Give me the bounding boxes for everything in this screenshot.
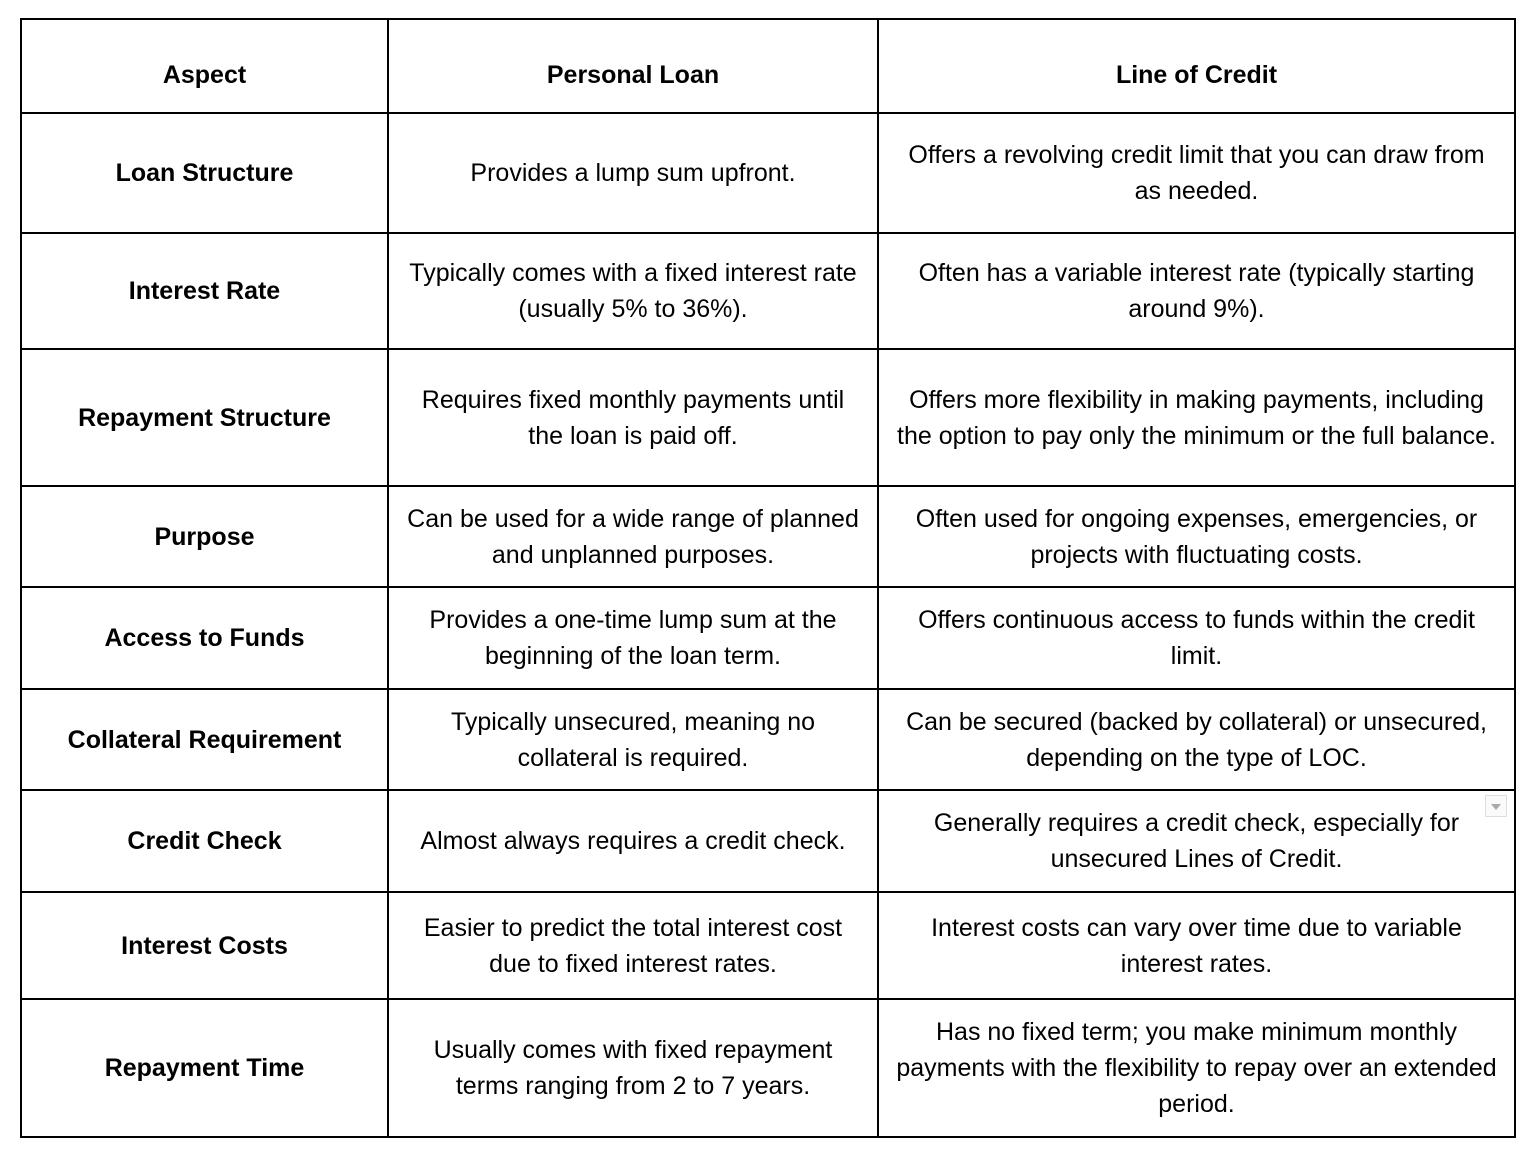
aspect-cell: Access to Funds [21, 587, 388, 689]
header-aspect: Aspect [21, 19, 388, 113]
header-line-of-credit: Line of Credit [878, 19, 1515, 113]
line-of-credit-cell: Offers a revolving credit limit that you can draw from as needed. [878, 113, 1515, 233]
line-of-credit-cell: Often used for ongoing expenses, emergencies, or projects with fluctuating costs. [878, 486, 1515, 587]
table-row [21, 233, 1515, 349]
personal-loan-cell: Provides a lump sum upfront. [388, 113, 878, 233]
line-of-credit-cell: Has no fixed term; you make minimum monthly payments with the flexibility to repay over an extended period. [878, 999, 1515, 1137]
aspect-cell: Loan Structure [21, 113, 388, 233]
table-row [21, 349, 1515, 486]
comparison-table [20, 18, 1516, 1138]
aspect-cell: Purpose [21, 486, 388, 587]
table-row [21, 113, 1515, 233]
personal-loan-cell: Almost always requires a credit check. [388, 790, 878, 892]
table-row [21, 790, 1515, 892]
personal-loan-cell: Can be used for a wide range of planned and unplanned purposes. [388, 486, 878, 587]
table-row [21, 892, 1515, 999]
aspect-cell: Collateral Requirement [21, 689, 388, 790]
aspect-cell: Interest Rate [21, 233, 388, 349]
line-of-credit-cell: Can be secured (backed by collateral) or unsecured, depending on the type of LOC. [878, 689, 1515, 790]
header-personal-loan: Personal Loan [388, 19, 878, 113]
line-of-credit-cell: Offers more flexibility in making payments, including the option to pay only the minimum or the full balance. [878, 349, 1515, 486]
personal-loan-cell: Requires fixed monthly payments until the loan is paid off. [388, 349, 878, 486]
aspect-cell: Interest Costs [21, 892, 388, 999]
table-row [21, 689, 1515, 790]
table-row [21, 486, 1515, 587]
line-of-credit-cell: Generally requires a credit check, especially for unsecured Lines of Credit. [878, 790, 1515, 892]
line-of-credit-cell: Offers continuous access to funds within the credit limit. [878, 587, 1515, 689]
table-row [21, 587, 1515, 689]
line-of-credit-cell: Often has a variable interest rate (typically starting around 9%). [878, 233, 1515, 349]
aspect-cell: Repayment Time [21, 999, 388, 1137]
table-row [21, 999, 1515, 1137]
personal-loan-cell: Typically comes with a fixed interest rate (usually 5% to 36%). [388, 233, 878, 349]
header-row [21, 19, 1515, 113]
aspect-cell: Credit Check [21, 790, 388, 892]
line-of-credit-cell: Interest costs can vary over time due to variable interest rates. [878, 892, 1515, 999]
personal-loan-cell: Typically unsecured, meaning no collateral is required. [388, 689, 878, 790]
personal-loan-cell: Provides a one-time lump sum at the beginning of the loan term. [388, 587, 878, 689]
personal-loan-cell: Easier to predict the total interest cost due to fixed interest rates. [388, 892, 878, 999]
personal-loan-cell: Usually comes with fixed repayment terms ranging from 2 to 7 years. [388, 999, 878, 1137]
aspect-cell: Repayment Structure [21, 349, 388, 486]
dropdown-arrow-icon[interactable] [1485, 795, 1507, 817]
